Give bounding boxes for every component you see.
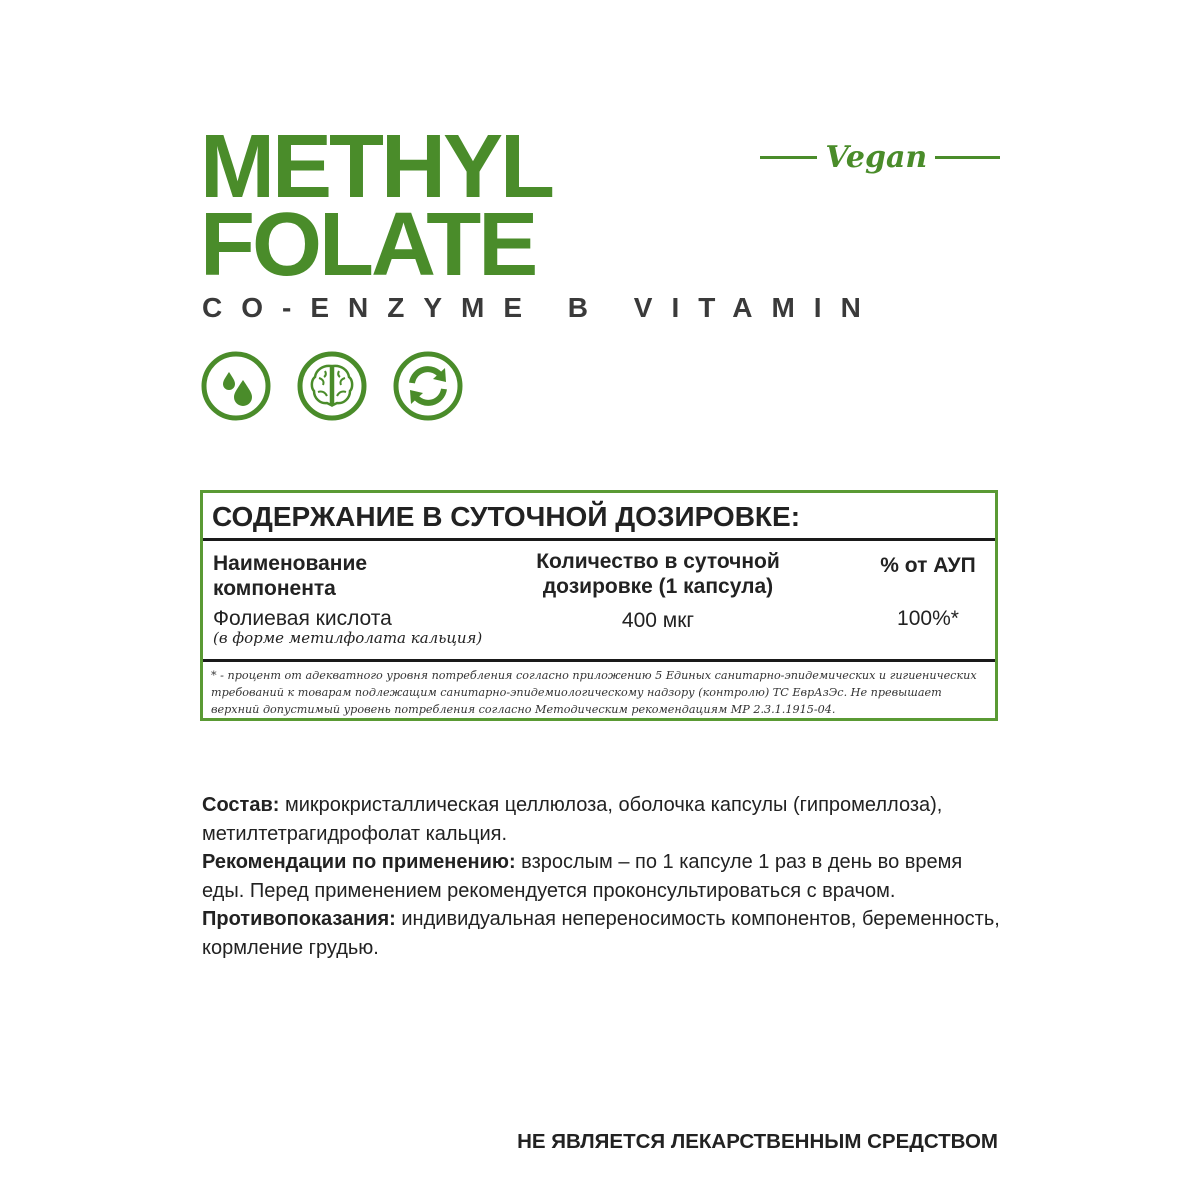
vegan-badge [760, 132, 1000, 182]
table-divider-bottom [203, 659, 995, 662]
product-description [202, 791, 1002, 962]
header-amount: Количество в суточной дозировке (1 капсула) [536, 550, 780, 598]
daily-dosage-table [200, 490, 998, 721]
table-divider-top [203, 538, 995, 541]
composition-text: микрокристаллическая целлюлоза, оболочка капсулы (гипромеллоза), метилтетрагидрофолат кальция. [202, 794, 943, 845]
product-subtitle: CO-ENZYME B VITAMIN [202, 292, 880, 323]
vegan-label: Vegan [825, 139, 928, 175]
brain-icon [296, 350, 368, 422]
composition-label: Состав: [202, 794, 280, 816]
header-component: Наименование компонента [213, 552, 368, 600]
usage-text: взрослым – по 1 капсуле 1 раз в день во время еды. Перед применением рекомендуется проконсультироваться с врачом. [202, 851, 963, 902]
badge-divider-left [760, 156, 817, 159]
row-component-form: (в форме метилфолата кальция) [213, 629, 483, 647]
header-percent: % от АУП [880, 554, 976, 577]
product-title-line-1: METHYL [200, 117, 552, 217]
cycle-arrows-icon [392, 350, 464, 422]
row-percent: 100%* [897, 607, 959, 630]
contraindications-text: индивидуальная непереносимость компонентов, беременность, кормление грудью. [202, 908, 1000, 959]
drops-icon [200, 350, 272, 422]
product-title-line-2: FOLATE [200, 195, 536, 295]
table-footnote: * - процент от адекватного уровня потребления согласно приложению 5 Единых санитарно-эпидемических и гигиенических требований к товарам подлежащим санитарно-эпидемиологическому надзору (контролю) ТС ЕврАзЭс. Не превышает верхний допустимый уровень потребления согласно Методическим рекомендациям МР 2.3.1.1915-04. [211, 669, 977, 716]
row-component-name: Фолиевая кислота [213, 607, 392, 630]
row-amount: 400 мкг [621, 609, 695, 632]
table-title: СОДЕРЖАНИЕ В СУТОЧНОЙ ДОЗИРОВКЕ: [212, 501, 801, 532]
feature-icons [200, 350, 464, 422]
usage-label: Рекомендации по применению: [202, 851, 516, 873]
contraindications-label: Противопоказания: [202, 908, 396, 930]
badge-divider-right [935, 156, 1000, 159]
disclaimer: НЕ ЯВЛЯЕТСЯ ЛЕКАРСТВЕННЫМ СРЕДСТВОМ [517, 1130, 998, 1153]
